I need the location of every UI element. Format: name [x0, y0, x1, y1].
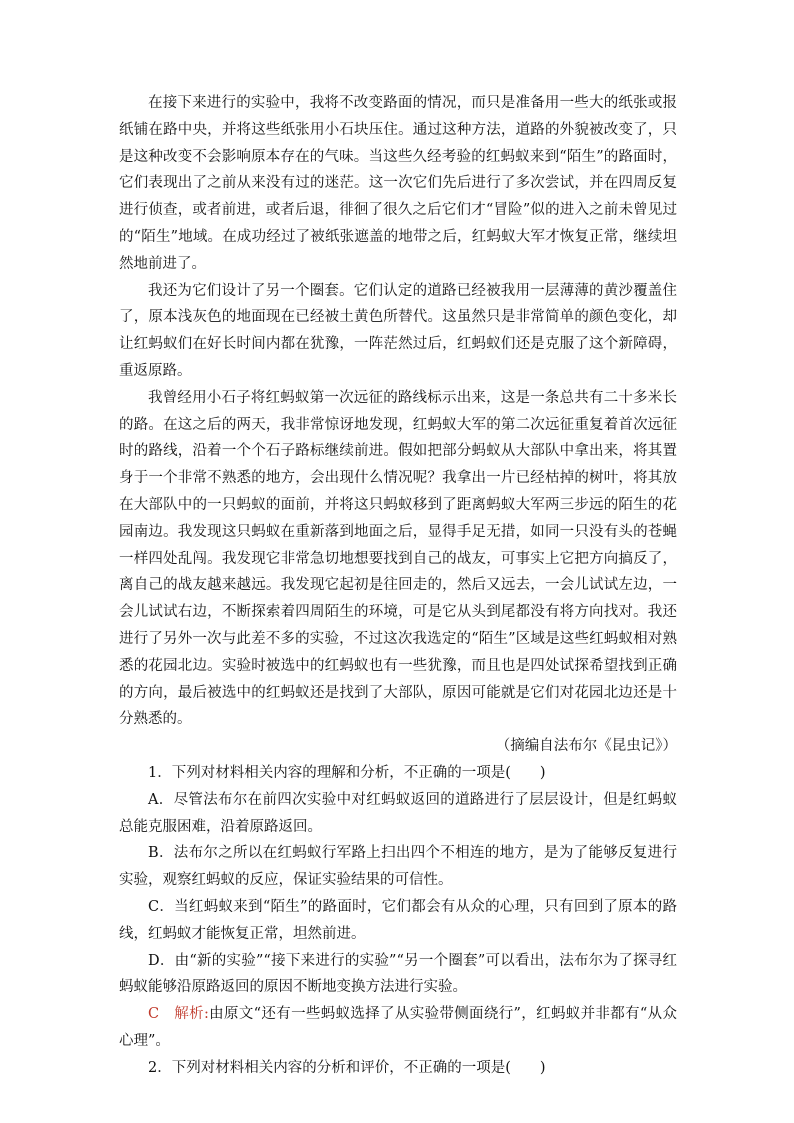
article-source: （摘编自法布尔《昆虫记》） — [495, 738, 677, 755]
article-paragraph-1: 在接下来进行的实验中，我将不改变路面的情况，而只是准备用一些大的纸张或报纸铺在路中央，并将这些纸张用小石块压住。通过这种方法，道路的外貌被改变了，只是这种改变不会影响原本存在的气味。当这些久经考验的红蚂蚁来到“陌生”的路面时，它们表现出了之前从来没有过的迷茫。这一次它们先后进行了多次尝试，并在四周反复进行侦查，或者前进，或者后退，徘徊了很久之后它们才“冒险”似的进入之前未曾见过的“陌生”地域。在成功经过了被纸张遮盖的地带之后，红蚂蚁大军才恢复正常，继续坦然地前进了。 — [119, 95, 677, 272]
answer-label: 解析: — [174, 1006, 209, 1023]
question-1-option-d: D．由“新的实验”“接下来进行的实验”“另一个圈套”可以看出，法布尔为了探寻红蚂蚁能够沿原路返回的原因不断地变换方法进行实验。 — [119, 952, 677, 996]
question-1-option-a: A．尽管法布尔在前四次实验中对红蚂蚁返回的道路进行了层层设计，但是红蚂蚁总能克服困难，沿着原路返回。 — [119, 791, 677, 835]
question-1-option-c: C．当红蚂蚁来到“陌生”的路面时，它们都会有从众的心理，只有回到了原本的路线，红蚂蚁才能恢复正常，坦然前进。 — [119, 898, 677, 942]
document-page — [119, 90, 677, 1081]
question-1-answer — [119, 1001, 677, 1055]
question-1-stem: 1．下列对材料相关内容的理解和分析，不正确的一项是( ) — [148, 764, 546, 781]
answer-explanation: 由原文“还有一些蚂蚁选择了从实验带侧面绕行”，红蚂蚁并非都有“从众心理”。 — [119, 1006, 678, 1049]
article-paragraph-3: 我曾经用小石子将红蚂蚁第一次远征的路线标示出来，这是一条总共有二十多米长的路。在这之后的两天，我非常惊讶地发现，红蚂蚁大军的第二次远征重复着首次远征时的路线，沿着一个个石子路标继续前进。假如把部分蚂蚁从大部队中拿出来，将其置身于一个非常不熟悉的地方，会出现什么情况呢？我拿出一片已经枯掉的树叶，将其放在大部队中的一只蚂蚁的面前，并将这只蚂蚁移到了距离蚂蚁大军两三步远的陌生的花园南边。我发现这只蚂蚁在重新落到地面之后，显得手足无措，如同一只没有头的苍蝇一样四处乱闯。我发现它非常急切地想要找到自己的战友，可事实上它把方向搞反了，离自己的战友越来越远。我发现它起初是往回走的，然后又远去，一会儿试试左边，一会儿试试右边，不断探索着四周陌生的环境，可是它从头到尾都没有将方向找对。我还进行了另外一次与此差不多的实验，不过这次我选定的“陌生”区域是这些红蚂蚁相对熟悉的花园北边。实验时被选中的红蚂蚁也有一些犹豫，而且也是四处试探希望找到正确的方向，最后被选中的红蚂蚁还是找到了大部队，原因可能就是它们对花园北边还是十分熟悉的。 — [119, 389, 677, 728]
answer-letter: C — [148, 1006, 160, 1023]
article-paragraph-2: 我还为它们设计了另一个圈套。它们认定的道路已经被我用一层薄薄的黄沙覆盖住了，原本浅灰色的地面现在已经被土黄色所替代。这虽然只是非常简单的颜色变化，却让红蚂蚁们在好长时间内都在犹豫，一阵茫然过后，红蚂蚁们还是克服了这个新障碍，重返原路。 — [119, 282, 677, 379]
question-2-stem: 2．下列对材料相关内容的分析和评价，不正确的一项是( ) — [148, 1059, 546, 1076]
question-1-option-b: B．法布尔之所以在红蚂蚁行军路上扫出四个不相连的地方，是为了能够反复进行实验，观察红蚂蚁的反应，保证实验结果的可信性。 — [119, 845, 677, 889]
